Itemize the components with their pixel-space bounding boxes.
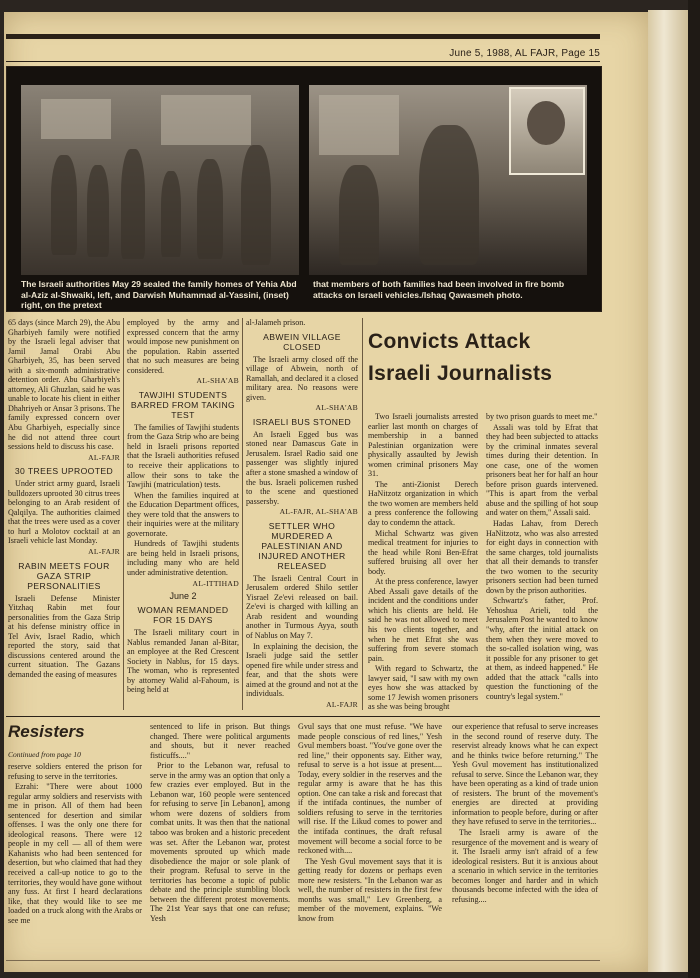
convicts-paragraph: The anti-Zionist Derech HaNitzotz organization in which the two women are members held a press conference the following day to condemn the attack. [368,479,478,528]
section-rule [6,716,600,717]
resisters-paragraph: our experience that refusal to serve increases in the second round of reserve duty. The reservist already knows what he can expect and he thinks twice before returning." The Yesh Gvul movement has institutionalized refusal to serve. Since the Lebanon war, they have been operating as a kind of trade union of resisters. The brunt of the movement's energies are directed at providing information to people before, during or after they have refused to serve in the territories... [452,722,598,827]
col3-source: AL-SHA'AB [315,403,358,413]
col3-source: AL-FAJR [326,699,358,709]
col3-paragraph: The Israeli Central Court in Jerusalem ordered Shilo settler Yisrael Ze'evi released on bail. Ze'evi is charged with killing an Arab resident and wounding another in Turmous Ayya, south of Nablus on May 7. [246,573,358,641]
resisters-column-2 [150,722,290,924]
resisters-paragraph: sentenced to life in prison. But things changed. There were political arguments and shouts, but it never reached fisticuffs...." [150,722,290,760]
col1-paragraph: Under strict army guard, Israeli bulldozers uprooted 30 citrus trees belonging to an Arab resident of Qalqilya. The authorities claimed that the trees were used as a cover to hurl a Molotov cocktail at an Israeli vehicle last Monday. [8,479,120,546]
col3-paragraph: al-Jalameh prison. [246,318,306,327]
convicts-paragraph: by two prison guards to meet me." [486,412,598,421]
column-divider [242,318,243,710]
convicts-paragraph: Michal Schwartz was given medical treatment for injuries to the head while Roni Ben-Efrat suffered bruising all over her body. [368,528,478,576]
col2-source: AL-SHA'AB [196,376,239,386]
headline-resisters: Resisters [8,722,85,741]
resisters-paragraph: Gvul says that one must refuse. "We have made people conscious of red lines," Yesh Gvul members boast. "You've gone over the red line," their opponents say. Either way, refusal to serve is a hot issue at present.... Today, every soldier in the reserves and the regular army is aware that he has this option. One can take a risk and forecast that if the intifada continues, the number of soldiers refusing to serve in the territories will rise. If the Likud comes to power and the intifada continues, the draft refusal movement will become a social force to be reckoned with.... [298,722,442,856]
inset-portrait [509,87,585,175]
col1-paragraph: 65 days (since March 29), the Abu Gharbiyeh family were notified by the Israeli legal adviser that Jamil Jamal Orabi Abu Gharbiyeh, 35, has been served with a six-month administrative detention order. Abu Gharbiyeh's attorney, Ali Ghuzlan, said he was unable to locate his client in either Dhahriyeh or Ansar 3 prisons. The family expressed concern over Abu Gharbiyeh, especially since he did not attend three court sessions held to discuss his case. [8,318,120,452]
col1-paragraph: Israeli Defense Minister Yitzhaq Rabin met four personalities from the Gaza Strip at his defense ministry office in Tel Aviv, Israel Radio, which reported the story, said that discussions centered around the current situation. The Gazans demanded the easing of measures [8,593,120,679]
bottom-rule [6,960,600,961]
resisters-column-4 [452,722,598,905]
convicts-paragraph: Hadas Lahav, from Derech HaNitzotz, who was also arrested for eight days in connection with the same charges, told journalists that all their demands to transfer the two women to the security prisoners section had been turned down by the prison authorities. [486,519,598,595]
convicts-column-b [486,412,598,702]
resisters-paragraph: Prior to the Lebanon war, refusal to serve in the army was an option that only a few crazies ever employed. But in the Lebanon war, 160 people were sentenced for refusing to serve [in Lebanon], among whom were dozens of soldiers from combat units. It was then that the national taboo was broken and a historic precedent was set. After the Lebanon war, protest movements sprouted up which made disobedience the major or sole plank of their program. Refusal to serve in the territories has become a topic of public debate and the principle stumbling block between the different protest movements. The 21st Year says that one can refuse; Yesh [150,761,290,923]
col2-source: AL-ITTIHAD [192,578,239,588]
headline-rabin-meets: RABIN MEETS FOUR GAZA STRIP PERSONALITIES [18,560,110,591]
photo-family-home-right [309,85,587,275]
photo-block [6,66,602,312]
convicts-paragraph: At the press conference, lawyer Abed Assali gave details of the incident and the conditions under which his clients are held. He said he was not allowed to meet his two clients together, and when he met Efrat she was suffering from severe stomach pain. [368,577,478,663]
binder-page-edge [648,10,688,972]
col2-paragraph: When the families inquired at the Education Department offices, they were told that the answers to their inquiries were at the military governorate. [127,490,239,538]
col3-paragraph: The Israeli army closed off the village of Abwein, north of Ramallah, and declared it a closed military area. No reasons were given. [246,354,358,402]
photo-caption-left: The Israeli authorities May 29 sealed the family homes of Yehia Abd al-Aziz al-Shwaiki, left, and Darwish Muhammad al-Yassini, (inset) right, on the pretext [21,279,297,310]
resisters-paragraph: The Israeli army is aware of the resurgence of the movement and is weary of it. The Israeli army isn't afraid of a few ideological resisters. But it is anxious about a scenario in which service in the territories becomes longer and harder and in which thousands become infected with the idea of refusing.... [452,828,598,904]
convicts-paragraph: With regard to Schwartz, the lawyer said, "I saw with my own eyes how she was attacked by some 17 Jewish women prisoners as she was being brought [368,664,478,712]
col1-source: AL-FAJR [88,547,120,557]
col2-paragraph: The Israeli military court in Nablus remanded Janan al-Bitar, an employee at the Red Crescent Society in Nablus, for 15 days. The woman, who is represented by attorney Walid al-Fahoum, is being held at [127,628,239,695]
date-heading: June 2 [169,591,197,602]
col2-paragraph: Hundreds of Tawjihi students are being held in Israeli prisons, including many who are held under administrative detention. [127,539,239,578]
continued-from: Continued from page 10 [8,750,81,759]
resisters-column-1 [8,762,142,926]
col2-paragraph: The families of Tawjihi students from the Gaza Strip who are being held in Israeli prisons reported that the Israeli authorities refused to receive their applications to allow their sons to take the Tawjihi (matriculation) tests. [127,422,239,490]
photo-caption-right: that members of both families had been involved in fire bomb attacks on Israeli vehicles./Ishaq Qawasmeh photo. [313,279,565,300]
binder-spine [688,0,700,978]
headline-woman-remanded: WOMAN REMANDED FOR 15 DAYS [137,605,229,626]
headline-tawjihi: TAWJIHI STUDENTS BARRED FROM TAKING TEST [130,389,236,420]
top-rule [6,34,600,39]
resisters-column-3 [298,722,442,924]
resisters-paragraph: Ezrahi: "There were about 1000 regular army soldiers and reservists with me in prison. All of them had been sentenced for desertion and similar offenses. I was the only one there for ideological reasons. There were 12 people in my cell — all of them were Kahanists who had been sentenced for desertion, but who claimed that had they received a call-up notice to go to the territories, they would have gone without any fuss. At first I heard declarations like, that they would like to see me loaded on a truck along with the Arabs or see me [8,782,142,925]
headline-convicts-attack: Convicts Attack Israeli Journalists [368,330,553,385]
resisters-paragraph: reserve soldiers entered the prison for refusing to serve in the territories. [8,762,142,781]
headline-trees-uprooted: 30 TREES UPROOTED [14,466,114,477]
convicts-paragraph: Two Israeli journalists arrested earlier last month on charges of membership in a banned Palestinian organization were physically assaulted by Jewish women criminal prisoners May 31. [368,412,478,479]
headline-bus-stoned: ISRAELI BUS STONED [252,416,352,427]
col1-source: AL-FAJR [88,452,120,462]
page-header: June 5, 1988, AL FAJR, Page 15 [449,48,600,59]
col3-paragraph: An Israeli Egged bus was stoned near Damascus Gate in Jerusalem. Israel Radio said one passenger was slightly injured after a stone smashed a window of the bus. Israeli policemen rushed to the scene and questioned passersby. [246,429,358,506]
convicts-paragraph: Schwartz's father, Prof. Yehoshua Arieli, told the Jerusalem Post he wanted to know "why, after the initial attack on them when they were moved to the so-called isolation wing, was it possible for any prisoner to get at them, as indeed happened." He added that the attack "calls into question the functioning of the country's legal system." [486,596,598,701]
col3-paragraph: In explaining the decision, the Israeli judge said the settler opened fire while under stress and fear, and that the shots were aimed at the ground and not at the individuals. [246,641,358,699]
photo-caption [21,279,593,311]
news-column-1 [8,318,120,681]
news-column-2 [127,318,239,696]
news-column-3 [246,318,358,712]
top-edge [0,0,700,12]
col2-paragraph: employed by the army and expressed concern that the army would impose new punishment on the population. Rabin asserted that no such measures are being considered. [127,318,239,375]
photo-family-home-left [21,85,299,275]
convicts-column-a [368,412,478,713]
col3-source: AL-FAJR, AL-SHA'AB [279,507,358,517]
header-rule [6,61,600,62]
headline-abwein-closed: ABWEIN VILLAGE CLOSED [263,331,341,352]
column-divider [362,318,363,710]
convicts-paragraph: Assali was told by Efrat that they had been subjected to attacks by the criminal inmates several times during their detention. In one case, one of the women prisoners beat her for half an hour before prison guards intervened. "This is apart from the verbal abuse and the spilling of hot soup and water on them," Assali said. [486,422,598,518]
headline-settler-released: SETTLER WHO MURDERED A PALESTINIAN AND INJURED ANOTHER RELEASED [258,520,346,571]
column-divider [123,318,124,710]
resisters-paragraph: The Yesh Gvul movement says that it is getting ready for dozens or perhaps even more new resisters. "In the Lebanon war as well, the number of resisters in the first few months was small," Lev Greenberg, a member of the movement, explains. "We know from [298,856,442,923]
